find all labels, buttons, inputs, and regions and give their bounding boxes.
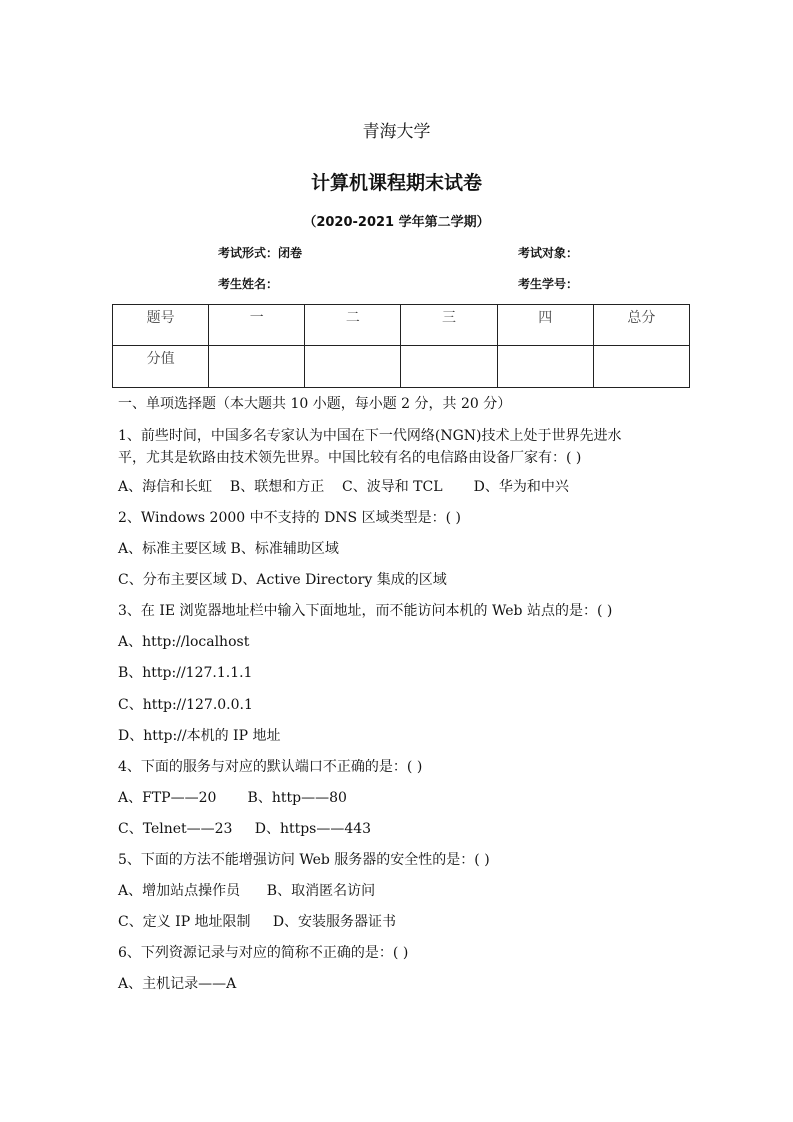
university-name: 青海大学 <box>362 122 431 142</box>
student-name-label: 考生姓名： <box>218 277 279 291</box>
exam-form: 考试形式：闭卷 <box>218 246 303 260</box>
question-line: 6、下列资源记录与对应的简称不正确的是：( ) <box>118 945 409 961</box>
option-line: D、http://本机的 IP 地址 <box>118 728 281 744</box>
table-cell <box>497 346 593 388</box>
table-cell: 二 <box>305 305 401 346</box>
option-line: B、http://127.1.1.1 <box>118 665 253 681</box>
question-line: 1、前些时间，中国多名专家认为中国在下一代网络(NGN)技术上处于世界先进水 <box>118 428 622 444</box>
table-cell: 四 <box>497 305 593 346</box>
table-cell <box>209 346 305 388</box>
table-cell <box>401 346 497 388</box>
exam-title: 计算机课程期末试卷 <box>310 172 482 194</box>
table-row-header <box>113 305 690 346</box>
option-line: C、定义 IP 地址限制 D、安装服务器证书 <box>118 914 397 930</box>
question-line: 平，尤其是软路由技术领先世界。中国比较有名的电信路由设备厂家有：( ) <box>118 450 582 466</box>
question-line: 4、下面的服务与对应的默认端口不正确的是：( ) <box>118 759 423 775</box>
table-cell: 题号 <box>113 305 209 346</box>
option-line: C、分布主要区域 D、Active Directory 集成的区域 <box>118 572 447 588</box>
score-table <box>112 304 690 388</box>
table-cell <box>305 346 401 388</box>
option-line: A、海信和长虹 B、联想和方正 C、波导和 TCL D、华为和中兴 <box>118 479 569 495</box>
exam-term: （2020-2021 学年第二学期） <box>303 215 490 230</box>
option-line: A、主机记录——A <box>118 976 237 992</box>
table-row-score <box>113 346 690 388</box>
section-heading: 一、单项选择题（本大题共 10 小题，每小题 2 分，共 20 分） <box>118 396 512 412</box>
option-line: C、Telnet——23 D、https——443 <box>118 821 372 837</box>
exam-target: 考试对象： <box>518 246 579 260</box>
option-line: A、FTP——20 B、http——80 <box>118 790 347 806</box>
student-id-label: 考生学号： <box>518 277 579 291</box>
table-cell: 分值 <box>113 346 209 388</box>
option-line: C、http://127.0.0.1 <box>118 697 253 713</box>
question-line: 5、下面的方法不能增强访问 Web 服务器的安全性的是：( ) <box>118 852 490 868</box>
option-line: A、http://localhost <box>118 634 250 650</box>
question-line: 2、Windows 2000 中不支持的 DNS 区域类型是：( ) <box>118 510 461 526</box>
table-cell <box>593 346 689 388</box>
table-cell: 一 <box>209 305 305 346</box>
table-cell: 总分 <box>593 305 689 346</box>
option-line: A、增加站点操作员 B、取消匿名访问 <box>118 883 376 899</box>
option-line: A、标准主要区域 B、标准辅助区域 <box>118 541 339 557</box>
table-cell: 三 <box>401 305 497 346</box>
question-line: 3、在 IE 浏览器地址栏中输入下面地址，而不能访问本机的 Web 站点的是：( ) <box>118 603 613 619</box>
